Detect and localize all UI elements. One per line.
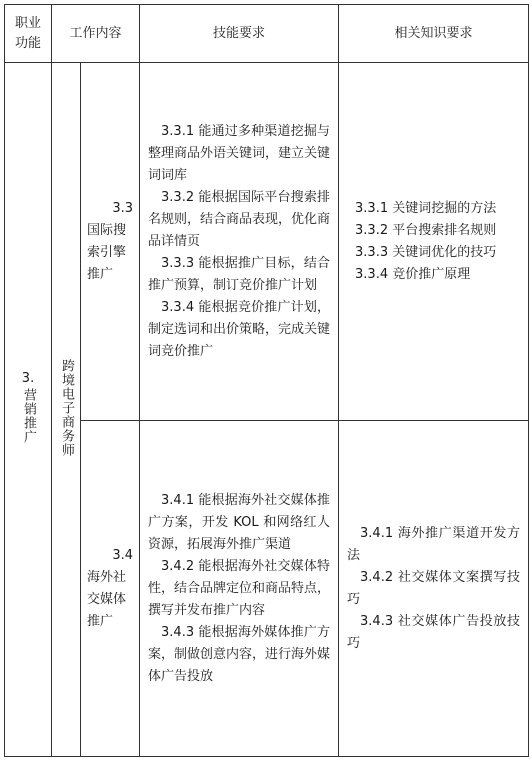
work-content-line: 国际搜 xyxy=(87,222,127,238)
header-work-content: 工作内容 xyxy=(52,5,140,63)
work-content-number: 3.4 xyxy=(112,547,134,563)
header-job-function-line-2: 功能 xyxy=(14,35,41,51)
knowledge-item: 3.3.2 平台搜索排名规则 xyxy=(355,222,497,238)
knowledge-item: 3.3.4 竞价推广原理 xyxy=(355,266,471,282)
skill-item: 3.3.2 能根据国际平台搜索排名规则，结合商品表现，优化商品详情页 xyxy=(148,189,331,249)
header-job-function-line-1: 职业 xyxy=(14,15,41,31)
work-content-line: 推广 xyxy=(87,613,114,629)
work-content-cell xyxy=(81,421,140,757)
work-content-line: 推广 xyxy=(87,266,114,282)
skill-item: 3.4.2 能根据海外社交媒体特性，结合品牌定位和商品特点，撰写并发布推广内容 xyxy=(148,558,331,618)
knowledge-item: 3.4.3 社交媒体广告投放技巧 xyxy=(347,613,521,651)
skill-item: 3.4.3 能根据海外媒体推广方案，制做创意内容，进行海外媒体广告投放 xyxy=(148,624,331,684)
work-content-line: 海外社 xyxy=(87,569,127,585)
skill-item: 3.4.1 能根据海外社交媒体推广方案，开发 KOL 和网络红人资源，拓展海外推广渠道 xyxy=(148,492,331,552)
knowledge-item: 3.4.1 海外推广渠道开发方法 xyxy=(347,525,521,563)
skill-item: 3.3.3 能根据推广目标，结合推广预算，制订竞价推广计划 xyxy=(148,255,331,293)
knowledge-cell xyxy=(339,421,529,757)
knowledge-item: 3.3.3 关键词优化的技巧 xyxy=(355,244,497,260)
job-function-cell xyxy=(5,63,52,757)
skill-item: 3.3.4 能根据竞价推广计划，制定选词和出价策略，完成关键词竞价推广 xyxy=(148,299,331,359)
skills-cell xyxy=(140,63,339,421)
header-related-knowledge: 相关知识要求 xyxy=(339,5,529,63)
work-content-cell xyxy=(81,63,140,421)
competency-table xyxy=(4,4,529,757)
knowledge-item: 3.4.2 社交媒体文案撰写技巧 xyxy=(347,569,521,607)
knowledge-cell xyxy=(339,63,529,421)
role-name: 跨境电子商务师 xyxy=(59,358,74,457)
header-row xyxy=(5,5,529,63)
header-job-function xyxy=(5,5,52,63)
job-function-number: 3. xyxy=(21,370,35,386)
table-row xyxy=(5,421,529,757)
header-skill-requirements: 技能要求 xyxy=(140,5,339,63)
role-cell xyxy=(52,63,81,757)
table-row xyxy=(5,63,529,421)
work-content-line: 交媒体 xyxy=(87,591,127,607)
work-content-line: 索引擎 xyxy=(87,244,127,260)
skill-item: 3.3.1 能通过多种渠道挖掘与整理商品外语关键词，建立关键词词库 xyxy=(148,123,331,183)
job-function-name: 营销推广 xyxy=(21,387,36,444)
knowledge-item: 3.3.1 关键词挖掘的方法 xyxy=(355,200,497,216)
work-content-number: 3.3 xyxy=(112,200,134,216)
skills-cell xyxy=(140,421,339,757)
